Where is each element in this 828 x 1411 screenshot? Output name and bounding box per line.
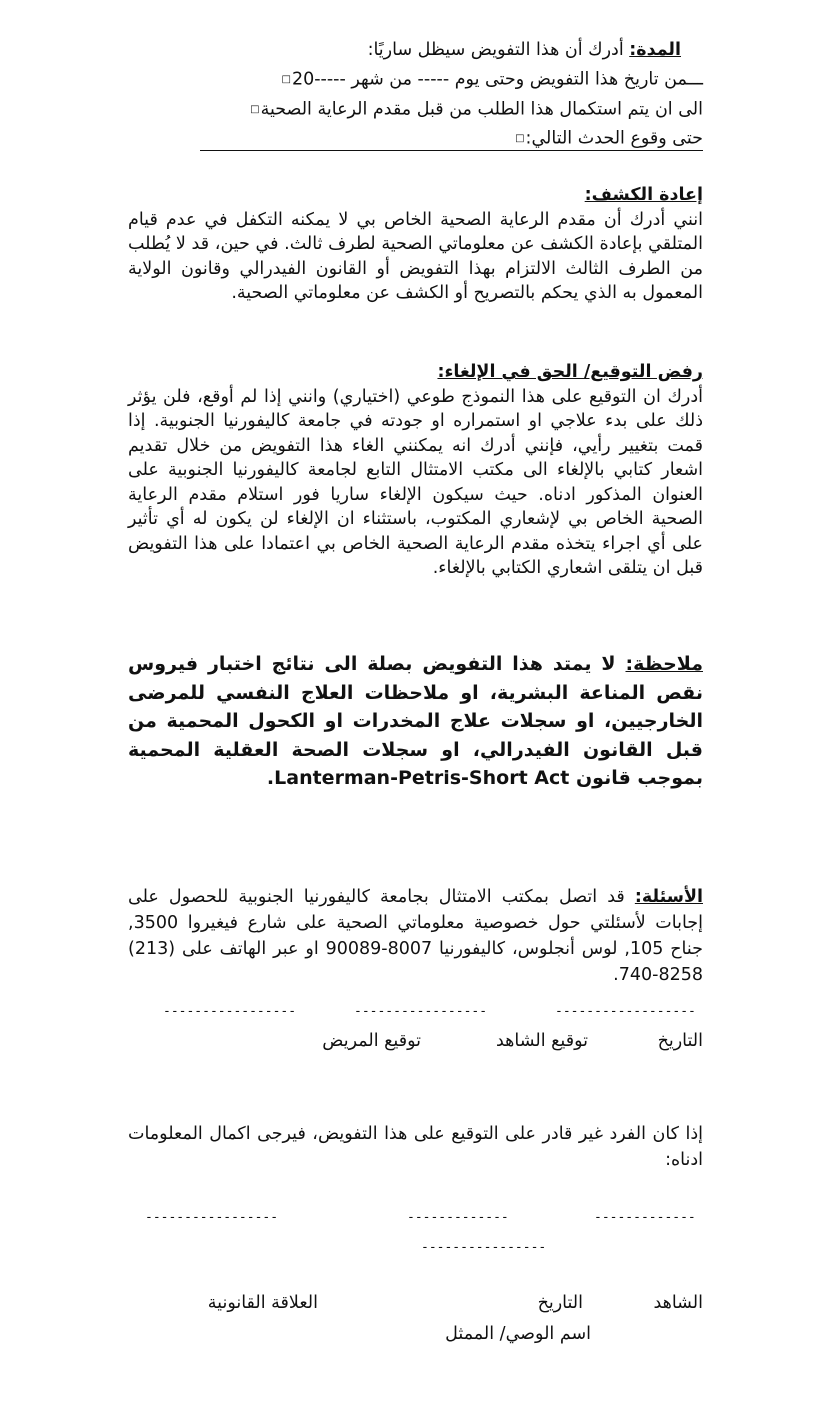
legal-relationship-line[interactable]: ----------------- [145, 1210, 279, 1225]
duration-intro: أدرك أن هذا التفويض سيظل ساريًا: [367, 40, 630, 60]
witness-signature-label: توقيع الشاهد [496, 1031, 588, 1051]
questions-heading: الأسئلة: [634, 887, 703, 907]
refusal-heading: رفض التوقيع/ الحق في الإلغاء: [437, 362, 703, 382]
redisclosure-heading: إعادة الكشف: [584, 185, 703, 205]
guardian-name-label: اسم الوصي/ الممثل [445, 1324, 591, 1344]
duration-option-event-text: حتى وقوع الحدث التالي: [525, 128, 703, 149]
date-signature-line[interactable]: ------------------ [555, 1004, 696, 1019]
incapacity-instructions: إذا كان الفرد غير قادر على التوقيع على هذا التفويض، فيرجى اكمال المعلومات ادناه: [128, 1124, 703, 1170]
duration-intro-line [128, 36, 703, 65]
legal-relationship-label: العلاقة القانونية [207, 1293, 318, 1313]
duration-section [128, 36, 703, 154]
redisclosure-body: انني أدرك أن مقدم الرعاية الصحية الخاص بي لا يمكنه التكفل في عدم قيام المتلقي بإعادة الكشف عن معلوماتي الصحية لطرف ثالث. في حين، قد لا يُطلب من الطرف الثالث الالتزام بهذا التفويض أو القانون الفيدرالي وقانون الولاية المعمول به الذي يحكم بالتصريح أو الكشف عن معلوماتي الصحية. [128, 209, 703, 303]
witness-signature-line[interactable]: ----------------- [354, 1004, 488, 1019]
checkbox-icon[interactable]: □ [515, 133, 525, 144]
duration-option-completion-text: الى ان يتم استكمال هذا الطلب من قبل مقدم الرعاية الصحية [260, 99, 703, 119]
duration-heading: المدة: [629, 40, 681, 60]
duration-option-date [128, 65, 703, 95]
guardian-name-line[interactable]: ---------------- [421, 1240, 547, 1255]
note-heading: ملاحظة: [625, 653, 703, 675]
checkbox-icon[interactable]: □ [281, 74, 291, 85]
note-body: لا يمتد هذا التفويض بصلة الى نتائج اختبار فيروس نقص المناعة البشرية، او ملاحظات العلاج النفسي للمرضى الخارجيين، او سجلات علاج المخدرات او الكحول المحمية من قبل القانون الفيدرالي، او سجلات الصحة العقلية المحمية بموجب قانون Lanterman-Petris-Short Act. [128, 653, 703, 789]
patient-signature-line[interactable]: ----------------- [163, 1004, 297, 1019]
date-label: التاريخ [657, 1031, 703, 1051]
checkbox-icon[interactable]: □ [250, 103, 260, 115]
refusal-body: أدرك ان التوقيع على هذا النموذج طوعي (اختياري) وانني إذا لم أوقع، فلن يؤثر ذلك على بدء علاجي او استمراره او جودته في جامعة كاليفورنيا الجنوبية. إذا قمت بتغيير رأيي، فإنني أدرك انه يمكنني الغاء هذا التفويض من خلال تقديم اشعار كتابي بالإلغاء الى مكتب الامتثال التابع لجامعة كاليفورنيا الجنوبية على العنوان المذكور ادناه. حيث سيكون الإلغاء ساريا فور استلام مقدم الرعاية الصحية الخاص بي لإشعاري المكتوب، باستثناء ان الإلغاء لن يكون له أي تأثير على أي اجراء يتخذه مقدم الرعاية الصحية الخاص بي اعتمادا على هذا التفويض قبل ان يتلقى اشعاري الكتابي بالإلغاء. [128, 386, 703, 578]
incapacity-witness-label: الشاهد [653, 1293, 703, 1313]
refusal-section [128, 360, 703, 581]
incapacity-date-label: التاريخ [537, 1293, 583, 1313]
questions-section [128, 884, 703, 988]
incapacity-date-line[interactable]: ------------- [407, 1210, 509, 1225]
redisclosure-section [128, 183, 703, 306]
patient-signature-label: توقيع المريض [322, 1031, 421, 1051]
note-section [128, 650, 703, 793]
duration-option-completion [128, 95, 703, 125]
questions-body: قد اتصل بمكتب الامتثال بجامعة كاليفورنيا الجنوبية للحصول على إجابات لأسئلتي حول خصوصية معلوماتي الصحية على شارع فيغيروا 3500, جناح 105, لوس أنجلوس، كاليفورنيا 8007-90089 او عبر الهاتف على (213) 8258-740. [128, 887, 703, 985]
duration-option-date-text: ـــمن تاريخ هذا التفويض وحتى يوم ----- من شهر -----20 [291, 69, 703, 90]
incapacity-witness-line[interactable]: ------------- [594, 1210, 696, 1225]
event-fill-line[interactable] [200, 150, 703, 151]
